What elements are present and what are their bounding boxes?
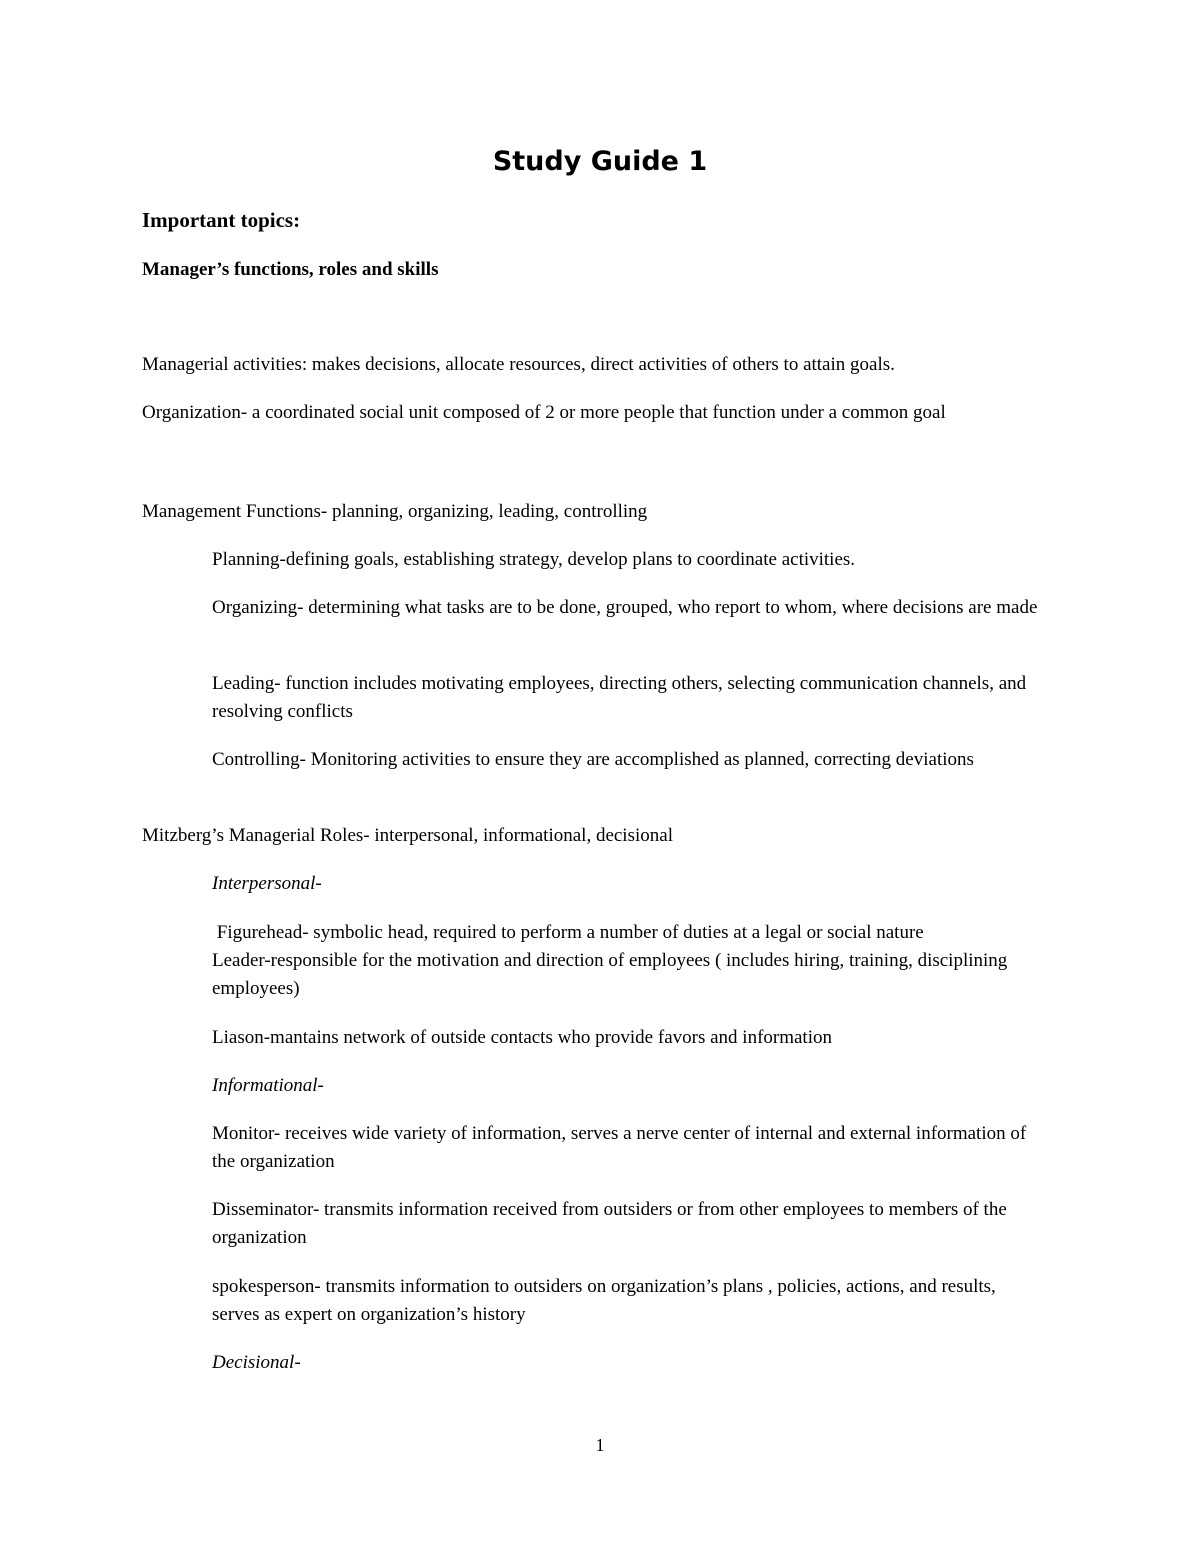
spokesperson-paragraph: spokesperson- transmits information to outsiders on organization’s plans , policies, actions, and results, serves as expert on organization’s history bbox=[212, 1276, 996, 1325]
figurehead-paragraph: Figurehead- symbolic head, required to perform a number of duties at a legal or social nature bbox=[212, 922, 924, 943]
managerial-roles-paragraph: Mitzberg’s Managerial Roles- interpersonal, informational, decisional bbox=[142, 825, 673, 846]
liaison-paragraph: Liason-mantains network of outside contacts who provide favors and information bbox=[212, 1027, 832, 1048]
monitor-paragraph: Monitor- receives wide variety of information, serves a nerve center of internal and external information of the organization bbox=[212, 1123, 1027, 1172]
controlling-paragraph: Controlling- Monitoring activities to ensure they are accomplished as planned, correcting deviations bbox=[212, 749, 974, 770]
managerial-activities-paragraph: Managerial activities: makes decisions, allocate resources, direct activities of others to attain goals. bbox=[142, 354, 895, 375]
organizing-paragraph: Organizing- determining what tasks are to be done, grouped, who report to whom, where decisions are made bbox=[212, 597, 1038, 618]
disseminator-paragraph: Disseminator- transmits information received from outsiders or from other employees to members of the organization bbox=[212, 1199, 1007, 1248]
page-number: 1 bbox=[595, 1435, 605, 1455]
document-title: Study Guide 1 bbox=[492, 146, 708, 177]
leading-paragraph: Leading- function includes motivating employees, directing others, selecting communication channels, and resolving conflicts bbox=[212, 673, 1027, 722]
section-heading: Manager’s functions, roles and skills bbox=[142, 259, 439, 280]
planning-paragraph: Planning-defining goals, establishing strategy, develop plans to coordinate activities. bbox=[212, 549, 856, 570]
decisional-label: Decisional- bbox=[212, 1352, 301, 1373]
leader-paragraph: Leader-responsible for the motivation and direction of employees ( includes hiring, training, disciplining employees) bbox=[212, 950, 1008, 999]
informational-label: Informational- bbox=[212, 1075, 324, 1096]
interpersonal-label: Interpersonal- bbox=[212, 873, 322, 894]
important-topics-heading: Important topics: bbox=[142, 208, 301, 232]
organization-definition-paragraph: Organization- a coordinated social unit composed of 2 or more people that function under a common goal bbox=[142, 402, 946, 423]
management-functions-paragraph: Management Functions- planning, organizing, leading, controlling bbox=[142, 501, 648, 522]
